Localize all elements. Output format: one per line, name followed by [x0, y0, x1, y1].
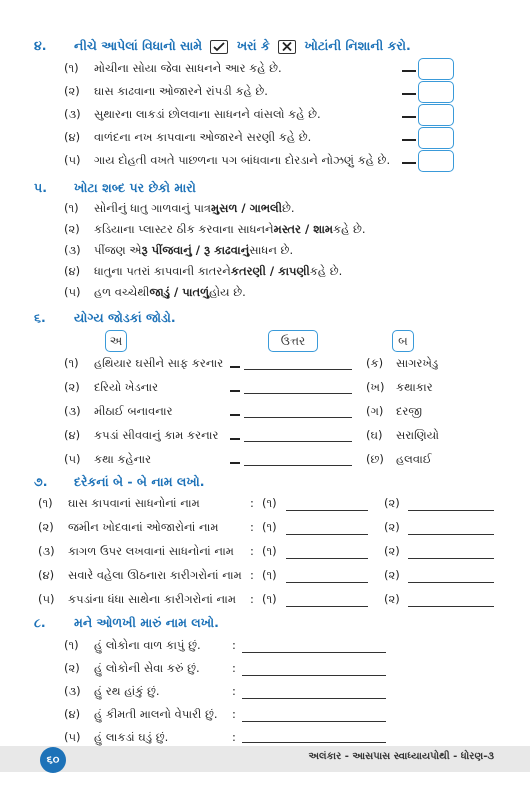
item-text: હું લોકોની સેવા કરું છું. [94, 661, 200, 675]
item-text: હું રથ હાંકું છું. [94, 684, 160, 698]
column-a-text: દરિયો ખેડનાર [94, 380, 159, 394]
s4-item-2 [64, 84, 268, 99]
colon: : [232, 684, 236, 698]
blank-1-label: (૧) [262, 544, 277, 558]
s5-item-5 [64, 285, 246, 300]
column-a-text: હથિયાર ઘસીને સાફ કરનાર [94, 356, 224, 370]
section-title-text: ખોટા શબ્દ પર છેકો મારો [74, 180, 196, 195]
section-7-title [34, 474, 204, 490]
item-number: (૨) [64, 84, 80, 98]
column-a-text: કપડાં સીવવાનું કામ કરનાર [94, 428, 219, 442]
answer-line[interactable] [286, 582, 368, 583]
section-5-title [34, 180, 196, 196]
s6-b-5 [366, 452, 432, 467]
answer-line[interactable] [242, 742, 386, 743]
answer-line[interactable] [286, 606, 368, 607]
s5-item-1 [64, 201, 295, 216]
answer-line[interactable] [408, 534, 494, 535]
answer-line[interactable] [408, 510, 494, 511]
s7-row-3 [38, 544, 234, 559]
answer-dash [402, 139, 416, 141]
column-b-text: સાગરખેડુ [396, 356, 439, 370]
title-part-b: ખરાં કે [236, 38, 270, 53]
item-number: (૫) [64, 285, 81, 299]
answer-line[interactable] [244, 393, 352, 394]
item-text-end: કહે છે. [333, 222, 366, 236]
item-number: (૫) [38, 592, 55, 606]
section-6-title [34, 310, 176, 326]
s7-row-4 [38, 568, 242, 583]
item-text: સોનીનું ધાતુ ગાળવાનું પાત્ર [94, 201, 212, 215]
page-number: ૬૦ [40, 747, 66, 773]
blank-2-label: (૨) [384, 520, 400, 534]
item-text: કપડાંના ધંધા સાથેના કારીગરોનાં નામ [68, 592, 236, 606]
item-text: મોચીના સોયા જેવા સાધનને આર કહે છે. [94, 61, 282, 75]
s4-item-5 [64, 153, 390, 168]
item-choice[interactable]: રૂ પીંજવાનું / રૂ કાઢવાનું [141, 243, 250, 257]
check-icon [210, 40, 228, 54]
answer-box-2[interactable] [418, 81, 454, 103]
answer-line[interactable] [408, 558, 494, 559]
item-text-end: છે. [282, 201, 295, 215]
blank-2-label: (૨) [384, 592, 400, 606]
column-a-text: કથા કહેનાર [94, 452, 152, 466]
answer-box-1[interactable] [418, 58, 454, 80]
item-number: (૧) [64, 61, 79, 75]
column-b-text: સરાણિયો [396, 428, 439, 442]
colon: : [250, 520, 254, 534]
section-number: ૪. [34, 38, 47, 53]
blank-2-label: (૨) [384, 568, 400, 582]
section-number: ૫. [34, 180, 47, 195]
blank-1-label: (૧) [262, 520, 277, 534]
answer-line[interactable] [242, 698, 386, 699]
item-number: (૨) [64, 661, 80, 675]
item-text: હું કીમતી માલનો વેપારી છું. [94, 707, 218, 721]
item-text: ગાય દોહતી વખતે પાછળના પગ બાંધવાના દોરડાને નોઝણું કહે છે. [94, 153, 391, 167]
match-dash [230, 390, 240, 392]
item-number: (૫) [64, 730, 81, 744]
option-letter: (ગ) [366, 404, 384, 418]
item-text: જમીન ખોદવાનાં ઓજારોનાં નામ [68, 520, 219, 534]
column-b-text: હલવાઈ [396, 452, 432, 466]
answer-dash [402, 162, 416, 164]
s6-row-1 [64, 356, 223, 371]
section-title-text: યોગ્ય જોડકાં જોડો. [74, 310, 176, 325]
item-number: (૩) [64, 404, 81, 418]
s6-b-4 [366, 428, 439, 443]
s4-item-4 [64, 130, 311, 145]
item-number: (૪) [64, 130, 81, 144]
s6-b-3 [366, 404, 422, 419]
s5-item-3 [64, 243, 293, 258]
item-text-end: સાધન છે. [249, 243, 294, 257]
blank-1-label: (૧) [262, 592, 277, 606]
section-number: ૬. [34, 310, 46, 325]
s4-item-3 [64, 107, 321, 122]
answer-box-5[interactable] [418, 150, 454, 172]
item-number: (૧) [64, 201, 79, 215]
item-number: (૧) [64, 638, 79, 652]
s4-item-1 [64, 61, 282, 76]
item-text-end: હોય છે. [209, 285, 246, 299]
s7-row-1 [38, 496, 200, 511]
match-dash [230, 462, 240, 464]
colon: : [250, 544, 254, 558]
s6-row-2 [64, 380, 158, 395]
match-dash [230, 414, 240, 416]
item-text: કાગળ ઉપર લખવાનાં સાધનોનાં નામ [68, 544, 234, 558]
section-4-title [34, 38, 411, 54]
s5-item-2 [64, 222, 366, 237]
answer-line[interactable] [286, 510, 368, 511]
title-part-a: નીચે આપેલાં વિધાનો સામે [74, 38, 203, 53]
cross-icon [278, 40, 296, 54]
s6-row-4 [64, 428, 218, 443]
item-number: (૨) [38, 520, 54, 534]
footer-title: અલંકાર - આસપાસ સ્વાધ્યાયપોથી - ધોરણ-૩ [308, 751, 494, 762]
s5-item-4 [64, 264, 342, 279]
column-a-text: મીઠાઈ બનાવનાર [94, 404, 173, 418]
item-text: સવારે વહેલા ઊઠનારા કારીગરોનાં નામ [68, 568, 242, 582]
colon: : [250, 496, 254, 510]
answer-line[interactable] [244, 369, 352, 370]
colon: : [232, 661, 236, 675]
section-number: ૭. [34, 474, 48, 489]
s6-b-2 [366, 380, 433, 395]
s6-row-3 [64, 404, 173, 419]
item-choice[interactable]: મસ્તર / શામ [273, 222, 334, 236]
column-b-text: દરજી [396, 404, 423, 418]
answer-line[interactable] [286, 558, 368, 559]
answer-line[interactable] [242, 652, 386, 653]
option-letter: (ક) [366, 356, 384, 370]
blank-2-label: (૨) [384, 496, 400, 510]
s8-row-5 [64, 730, 168, 745]
item-number: (૩) [38, 544, 55, 558]
section-title-text: મને ઓળખી મારું નામ લખો. [74, 615, 219, 630]
item-number: (૩) [64, 107, 81, 121]
column-b-text: કથાકાર [396, 380, 433, 394]
answer-dash [402, 70, 416, 72]
colon: : [250, 592, 254, 606]
item-text: હું લાકડાં ઘડું છું. [94, 730, 169, 744]
s6-b-1 [366, 356, 438, 371]
option-letter: (છ) [366, 452, 384, 466]
s8-row-2 [64, 661, 200, 676]
answer-box-3[interactable] [418, 104, 454, 126]
item-number: (૪) [38, 568, 55, 582]
item-number: (૨) [64, 222, 80, 236]
item-choice[interactable]: કતરણી / કાપણી [230, 264, 310, 278]
colon: : [232, 730, 236, 744]
colon: : [250, 568, 254, 582]
item-number: (૪) [64, 428, 81, 442]
answer-box-4[interactable] [418, 127, 454, 149]
answer-line[interactable] [408, 582, 494, 583]
s8-row-3 [64, 684, 160, 699]
item-text: કડિયાના પ્લાસ્ટર ઠીક કરવાના સાધનને [94, 222, 274, 236]
item-text: ઘાસ કાઢવાના ઓજારને રાંપડી કહે છે. [94, 84, 268, 98]
item-choice[interactable]: જાડું / પાતળું [149, 285, 210, 299]
colon: : [232, 707, 236, 721]
answer-dash [402, 93, 416, 95]
item-number: (૪) [64, 707, 81, 721]
title-part-c: ખોટાંની નિશાની કરો. [304, 38, 411, 53]
colon: : [232, 638, 236, 652]
answer-line[interactable] [244, 465, 352, 466]
item-text: હળ વચ્ચેથી [94, 285, 150, 299]
item-text: પીંજણ એ [94, 243, 142, 257]
match-dash [230, 366, 240, 368]
answer-column-header: ઉત્તર [268, 330, 318, 352]
item-text: વાળંદના નખ કાપવાના ઓજારને સરણી કહે છે. [94, 130, 312, 144]
answer-line[interactable] [286, 534, 368, 535]
blank-1-label: (૧) [262, 568, 277, 582]
answer-line[interactable] [244, 441, 352, 442]
item-text-end: કહે છે. [309, 264, 343, 278]
answer-line[interactable] [408, 606, 494, 607]
answer-line[interactable] [242, 721, 386, 722]
answer-dash [402, 116, 416, 118]
s6-row-5 [64, 452, 151, 467]
item-number: (૨) [64, 380, 80, 394]
item-text: ધાતુના પતરાં કાપવાની કાતરને [94, 264, 231, 278]
item-number: (૫) [64, 153, 81, 167]
blank-2-label: (૨) [384, 544, 400, 558]
s8-row-1 [64, 638, 201, 653]
s7-row-5 [38, 592, 236, 607]
answer-line[interactable] [242, 675, 386, 676]
s8-row-4 [64, 707, 218, 722]
item-number: (૧) [64, 356, 79, 370]
column-b-header: બ [392, 330, 414, 352]
s7-row-2 [38, 520, 219, 535]
section-title-text [74, 38, 411, 54]
section-8-title [34, 615, 219, 631]
item-text: ઘાસ કાપવાનાં સાધનોનાં નામ [68, 496, 200, 510]
item-number: (૪) [64, 264, 81, 278]
section-number: ૮. [34, 615, 46, 630]
match-dash [230, 438, 240, 440]
item-choice[interactable]: મુસળ / ગાભલી [211, 201, 283, 215]
item-text: સુથારના લાકડાં છોલવાના સાધનને વાંસલો કહે છે. [94, 107, 321, 121]
option-letter: (ખ) [366, 380, 385, 394]
option-letter: (ઘ) [366, 428, 383, 442]
column-a-header: અ [105, 330, 127, 352]
item-number: (૩) [64, 684, 81, 698]
item-number: (૫) [64, 452, 81, 466]
item-number: (૧) [38, 496, 53, 510]
answer-line[interactable] [244, 417, 352, 418]
blank-1-label: (૧) [262, 496, 277, 510]
item-number: (૩) [64, 243, 81, 257]
item-text: હું લોકોના વાળ કાપું છું. [94, 638, 201, 652]
section-title-text: દરેકનાં બે - બે નામ લખો. [74, 474, 205, 489]
